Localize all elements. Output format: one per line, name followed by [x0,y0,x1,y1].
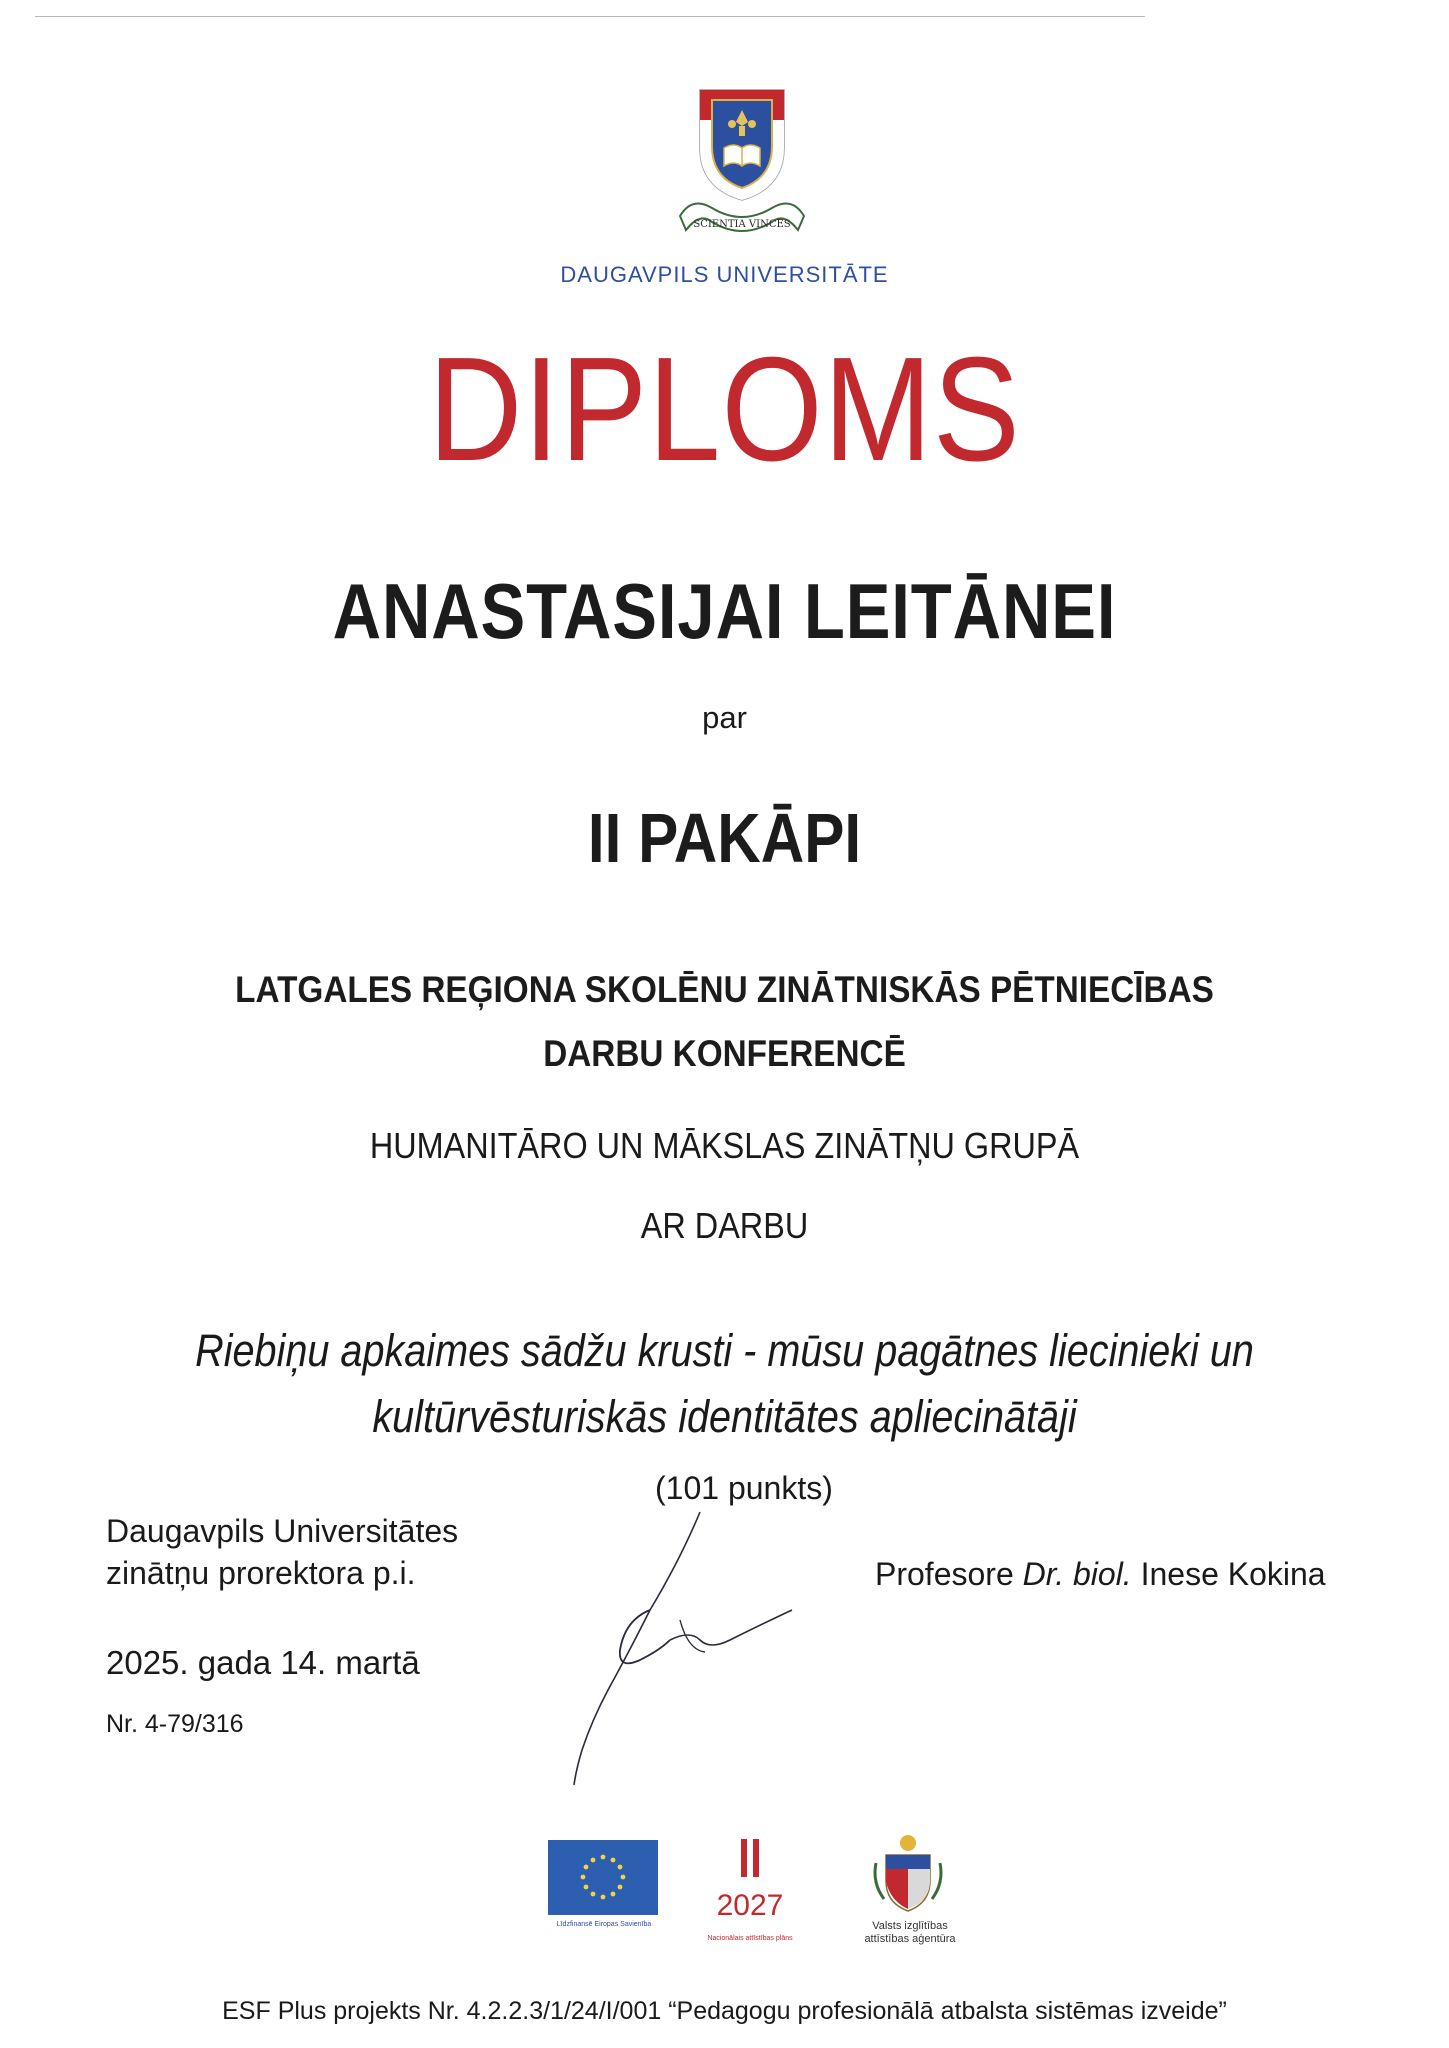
signatory-degree: Dr. biol. [1022,1556,1132,1592]
signatory-name: Inese Kokina [1140,1556,1326,1592]
sponsor-logos [0,1840,1449,1970]
eu-caption: Līdzfinansē Eiropas Savienība [556,1921,652,1928]
with-work-label: AR DARBU [640,1205,809,1246]
viaa-caption-line-2: attīstības aģentūra [864,1933,956,1945]
project-footer: ESF Plus projekts Nr. 4.2.2.3/1/24/I/001 “Pedagogu profesionālā atbalsta sistēmas izveide” [222,1997,1227,2025]
conference-title [72,958,1376,1086]
national-plan-logo [705,1835,795,1930]
latvia-coat-of-arms-icon [868,1833,948,1915]
university-crest-logo [672,88,812,246]
viaa-caption [840,1920,980,1946]
crest-motto: SCIENTIA VINCES [693,219,791,230]
connector-text: par [702,700,747,735]
handwritten-signature [530,1500,810,1790]
award-degree: II PAKĀPI [587,799,862,877]
document-title: DIPLOMS [428,327,1021,492]
work-title [87,1318,1362,1450]
signatory-name-block [875,1556,1326,1593]
university-name: DAUGAVPILS UNIVERSITĀTE [560,262,889,287]
issue-date: 2025. gada 14. martā [106,1644,420,1681]
signatory-title-prefix: Profesore [875,1556,1014,1592]
signatory-position-line-2: zinātņu prorektora p.i. [106,1555,416,1591]
conference-line-1: LATGALES REĢIONA SKOLĒNU ZINĀTNISKĀS PĒTNIECĪBAS [235,969,1214,1010]
np-caption: Nacionālais attīstības plāns [707,1935,793,1942]
document-number: Nr. 4-79/316 [106,1710,244,1738]
conference-line-2: DARBU KONFERENCĒ [543,1033,906,1074]
eu-flag-icon [548,1840,658,1915]
work-title-line-1: Riebiņu apkaimes sādžu krusti - mūsu pagātnes liecinieki un [195,1325,1254,1376]
science-group: HUMANITĀRO UN MĀKSLAS ZINĀTŅU GRUPĀ [369,1125,1080,1166]
scan-edge-line [35,16,1145,17]
recipient-name: ANASTASIJAI LEITĀNEI [332,567,1117,655]
work-title-line-2: kultūrvēsturiskās identitātes apliecinātāji [372,1391,1077,1442]
signatory-position [106,1510,458,1594]
viaa-caption-line-1: Valsts izglītības [872,1920,948,1932]
points-score: (101 punkts) [655,1470,833,1506]
signatory-position-line-1: Daugavpils Universitātes [106,1513,459,1549]
np-year: 2027 [716,1889,784,1922]
